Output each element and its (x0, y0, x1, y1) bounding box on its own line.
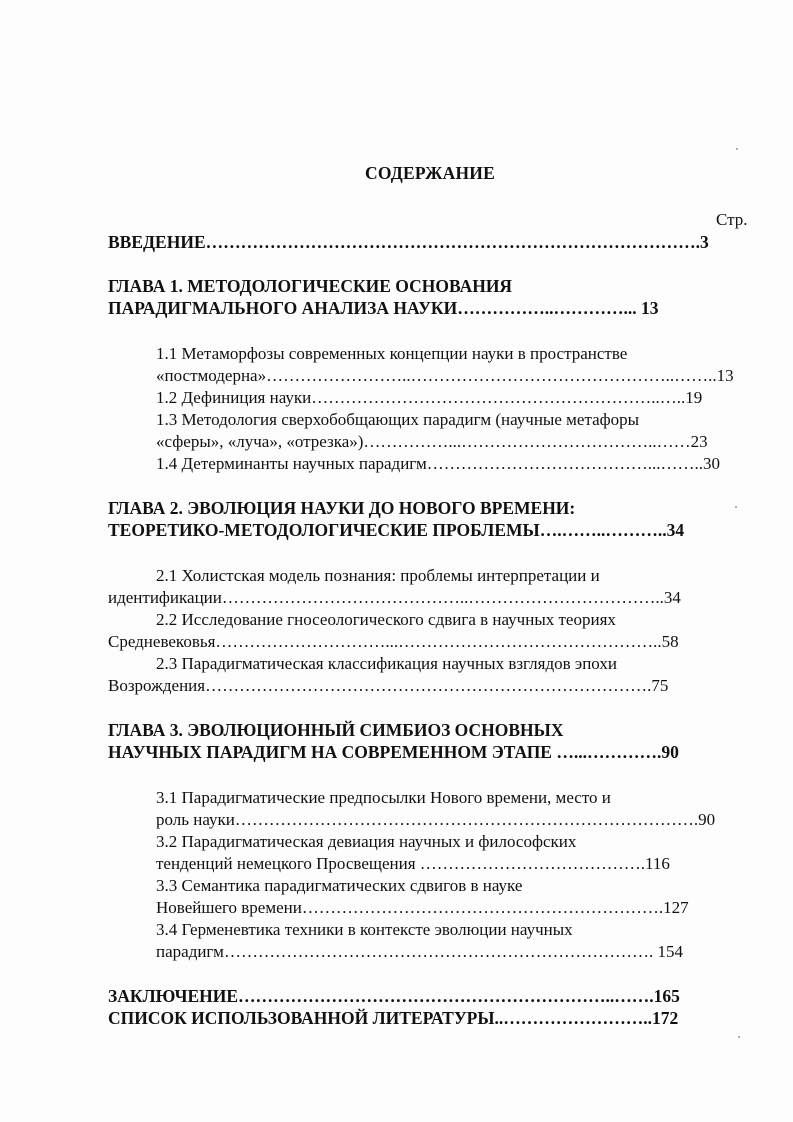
toc-section-3-3-line-1: 3.3 Семантика парадигматических сдвигов в науке (156, 876, 523, 895)
toc-section-2-1-line-1: 2.1 Холистская модель познания: проблемы интерпретации и (156, 566, 600, 585)
toc-entry-introduction: ВВЕДЕНИЕ………………………………………………………………………….3 (108, 232, 709, 252)
toc-section-1-1-line-2: «постмодерна»……………………..………………………………………..……..13 (156, 366, 734, 385)
toc-section-1-3-line-1: 1.3 Методология сверхобобщающих парадигм (научные метафоры (156, 410, 640, 429)
toc-chapter-3-title-line-1: ГЛАВА 3. ЭВОЛЮЦИОННЫЙ СИМБИОЗ ОСНОВНЫХ (108, 720, 564, 740)
toc-section-3-4-line-1: 3.4 Герменевтика техники в контексте эволюции научных (156, 920, 573, 939)
toc-section-1-3-line-2: «сферы», «луча», «отрезка»)……………...……………………………..……23 (156, 432, 708, 451)
toc-section-2-3-line-2: Возрождения…………………………………………………………………….75 (108, 676, 669, 695)
toc-section-1-4: 1.4 Детерминанты научных парадигм…………………………………...……..30 (156, 454, 721, 473)
toc-section-3-2-line-1: 3.2 Парадигматическая девиация научных и философских (156, 832, 577, 851)
toc-section-3-1-line-2: роль науки……………………………………………………………………….90 (156, 810, 716, 829)
toc-chapter-1-title-line-2: ПАРАДИГМАЛЬНОГО АНАЛИЗА НАУКИ……………..…………... 13 (108, 298, 659, 318)
scan-speck (736, 148, 738, 150)
toc-section-2-3-line-1: 2.3 Парадигматическая классификация научных взглядов эпохи (156, 654, 617, 673)
toc-section-3-1-line-1: 3.1 Парадигматические предпосылки Нового времени, место и (156, 788, 611, 807)
toc-section-1-1-line-1: 1.1 Метаморфозы современных концепции науки в пространстве (156, 344, 628, 363)
scan-speck (735, 506, 737, 508)
toc-section-3-3-line-2: Новейшего времени……………………………………………………….127 (156, 898, 689, 917)
toc-chapter-1-title-line-1: ГЛАВА 1. МЕТОДОЛОГИЧЕСКИЕ ОСНОВАНИЯ (108, 276, 513, 296)
page-column-label: Стр. (716, 210, 748, 229)
toc-section-2-1-line-2: идентификации……………………………………..……………………………..34 (108, 588, 681, 607)
toc-section-1-2: 1.2 Дефиниция науки……………………………………………………..…..19 (156, 388, 703, 407)
scan-speck (738, 1036, 740, 1038)
toc-section-3-4-line-2: парадигм…………………………………………………………………. 154 (156, 942, 683, 961)
toc-chapter-3-title-line-2: НАУЧНЫХ ПАРАДИГМ НА СОВРЕМЕННОМ ЭТАПЕ …...………….90 (108, 742, 679, 762)
toc-section-2-2-line-1: 2.2 Исследование гносеологического сдвига в научных теориях (156, 610, 616, 629)
toc-entry-conclusion: ЗАКЛЮЧЕНИЕ………………………………………………………..…….165 (108, 986, 680, 1006)
toc-chapter-2-title-line-1: ГЛАВА 2. ЭВОЛЮЦИЯ НАУКИ ДО НОВОГО ВРЕМЕНИ: (108, 498, 576, 518)
toc-chapter-2-title-line-2: ТЕОРЕТИКО-МЕТОДОЛОГИЧЕСКИЕ ПРОБЛЕМЫ….……..………..34 (108, 520, 685, 540)
toc-entry-references: СПИСОК ИСПОЛЬЗОВАННОЙ ЛИТЕРАТУРЫ..……………………..172 (108, 1008, 679, 1028)
page-title: СОДЕРЖАНИЕ (364, 163, 495, 183)
toc-section-3-2-line-2: тенденций немецкого Просвещения ………………………………….116 (156, 854, 670, 873)
toc-section-2-2-line-2: Средневековья…………………………...………………………………………..58 (108, 632, 679, 651)
